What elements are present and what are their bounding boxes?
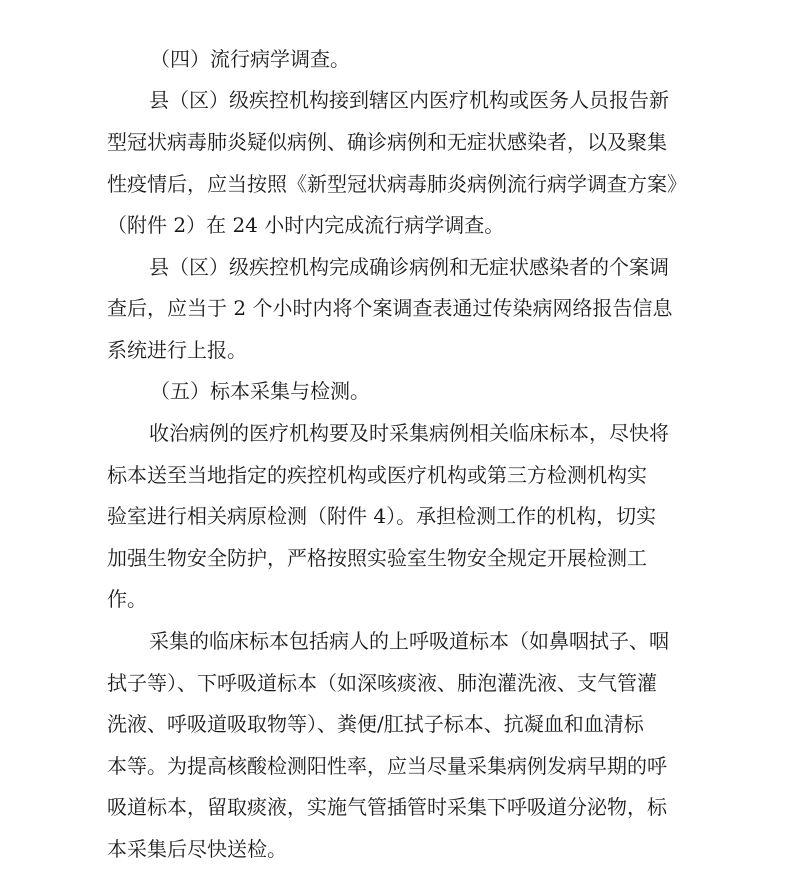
line-text: 作。 — [107, 587, 147, 611]
paragraph-line — [0, 585, 789, 613]
line-text: 系统进行上报。 — [107, 338, 247, 362]
line-text: 采集的临床标本包括病人的上呼吸道标本（如鼻咽拭子、咽 — [149, 629, 669, 653]
paragraph-line — [0, 502, 789, 530]
section-heading — [0, 377, 789, 405]
paragraph-line — [0, 627, 789, 655]
paragraph-line — [0, 86, 789, 114]
line-text: 吸道标本，留取痰液，实施气管插管时采集下呼吸道分泌物，标 — [107, 795, 667, 819]
paragraph-line — [0, 336, 789, 364]
paragraph-line — [0, 128, 789, 156]
line-text: 收治病例的医疗机构要及时采集病例相关临床标本，尽快将 — [149, 421, 669, 445]
line-text: 本采集后尽快送检。 — [107, 837, 287, 861]
paragraph-line — [0, 294, 789, 322]
paragraph-line — [0, 170, 789, 198]
line-text: 验室进行相关病原检测（附件 4）。承担检测工作的机构，切实 — [107, 504, 657, 528]
paragraph-line — [0, 669, 789, 697]
paragraph-line — [0, 211, 789, 239]
paragraph-line — [0, 752, 789, 780]
line-text: 拭子等）、下呼吸道标本（如深咳痰液、肺泡灌洗液、支气管灌 — [107, 671, 657, 695]
line-text: 本等。为提高核酸检测阳性率，应当尽量采集病例发病早期的呼 — [107, 754, 667, 778]
paragraph-line — [0, 419, 789, 447]
paragraph-line — [0, 253, 789, 281]
line-text: （附件 2）在 24 小时内完成流行病学调查。 — [107, 213, 505, 237]
line-text: 加强生物安全防护，严格按照实验室生物安全规定开展检测工 — [107, 546, 647, 570]
paragraph-line — [0, 793, 789, 821]
line-text: 县（区）级疾控机构接到辖区内医疗机构或医务人员报告新 — [149, 88, 669, 112]
heading-text: （五）标本采集与检测。 — [150, 379, 370, 403]
paragraph-line — [0, 835, 789, 863]
line-text: 查后，应当于 2 个小时内将个案调查表通过传染病网络报告信息 — [107, 296, 673, 320]
line-text: 标本送至当地指定的疾控机构或医疗机构或第三方检测机构实 — [107, 463, 647, 487]
heading-text: （四）流行病学调查。 — [150, 47, 350, 71]
line-text: 型冠状病毒肺炎疑似病例、确诊病例和无症状感染者，以及聚集 — [107, 130, 667, 154]
paragraph-line — [0, 544, 789, 572]
line-text: 性疫情后，应当按照《新型冠状病毒肺炎病例流行病学调查方案》 — [107, 172, 687, 196]
section-heading — [0, 45, 789, 73]
line-text: 县（区）级疾控机构完成确诊病例和无症状感染者的个案调 — [149, 255, 669, 279]
line-text: 洗液、呼吸道吸取物等）、粪便/肛拭子标本、抗凝血和血清标 — [107, 712, 644, 736]
paragraph-line — [0, 461, 789, 489]
paragraph-line — [0, 710, 789, 738]
